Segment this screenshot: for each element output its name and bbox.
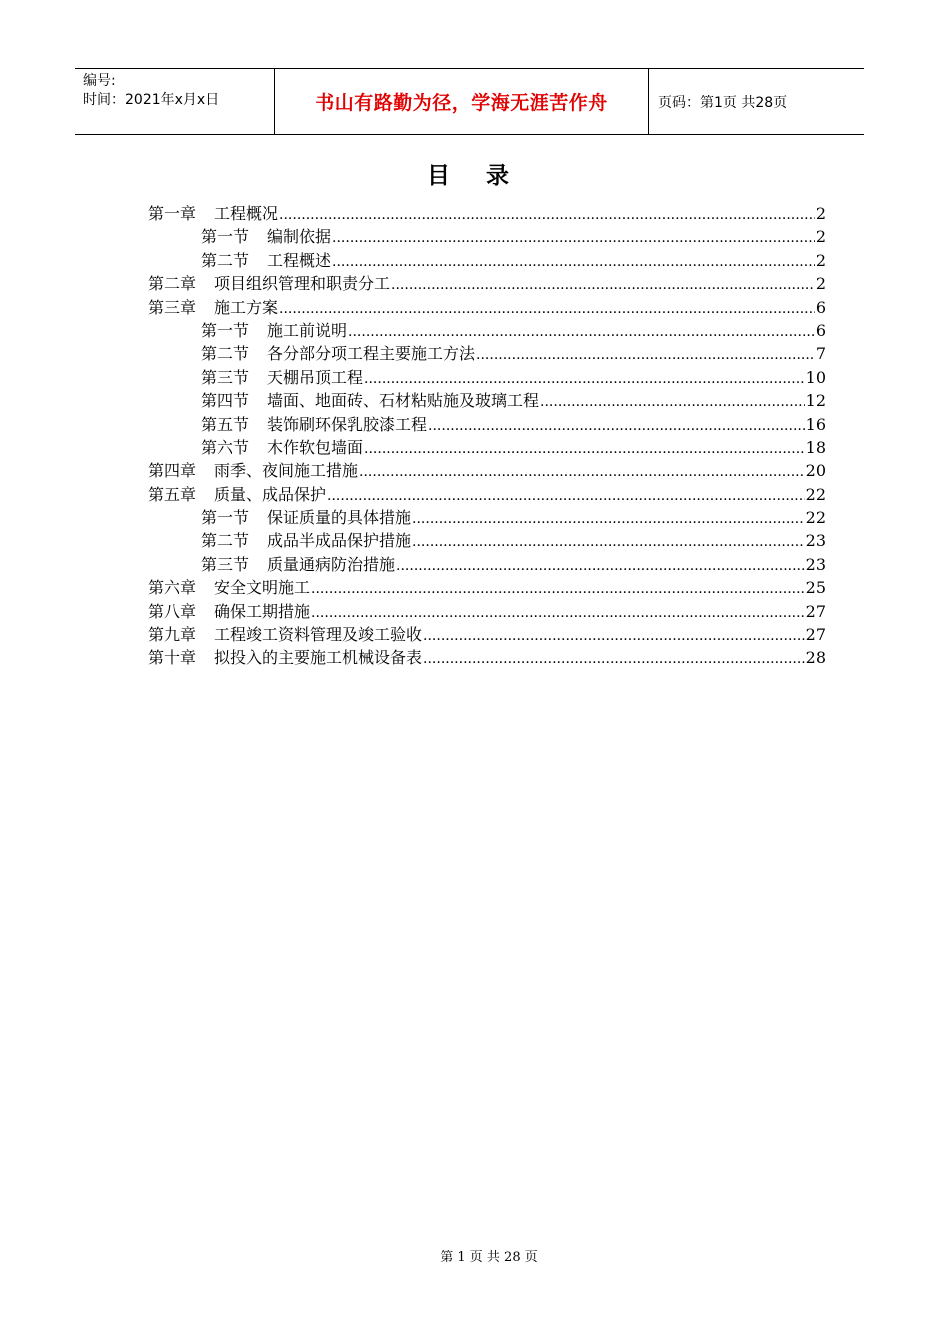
toc-entry-page: 10 [805,367,826,387]
toc-entry-number: 第二节 [201,531,250,551]
toc-entry-number: 第四章 [148,461,197,481]
toc-entry[interactable] [148,553,826,576]
toc-dot-leader [364,436,805,461]
toc-dot-leader [540,389,805,414]
toc-entry-page: 2 [815,204,826,223]
toc-entry-title: 天棚吊顶工程 [267,367,364,387]
header-page-label: 页码：第1页 共28页 [658,94,788,111]
toc-entry-number: 第二章 [148,274,197,294]
time-label: 时间：2021年x月x日 [83,92,220,108]
toc-entry-title: 工程概况 [214,204,279,223]
toc-entry[interactable] [148,576,826,599]
toc-entry[interactable] [148,225,826,248]
toc-entry[interactable] [148,319,826,342]
toc-entry-page: 23 [805,531,826,551]
toc-entry-title: 工程竣工资料管理及竣工验收 [214,625,423,645]
toc-entry[interactable] [148,366,826,389]
toc-entry-number: 第二节 [201,250,250,270]
toc-entry-number: 第三章 [148,297,197,317]
toc-entry-title: 成品半成品保护措施 [267,531,412,551]
toc-dot-leader [311,576,805,601]
toc-entry[interactable] [148,272,826,295]
toc-dot-leader [332,249,815,274]
toc-entry-number: 第六章 [148,578,197,598]
toc-dot-leader [311,600,805,625]
toc-entry[interactable] [148,529,826,552]
toc-entry-number: 第四节 [201,391,250,411]
toc-entry-title: 施工方案 [214,297,279,317]
toc-entry[interactable] [148,249,826,272]
table-of-contents [148,202,826,670]
toc-dot-leader [279,202,815,227]
toc-dot-leader [423,623,805,648]
toc-dot-leader [348,319,815,344]
toc-entry-page: 2 [815,274,826,294]
toc-entry-page: 23 [805,554,826,574]
toc-entry[interactable] [148,600,826,623]
page-header [75,68,864,135]
toc-entry-title: 拟投入的主要施工机械设备表 [214,648,423,668]
toc-entry-number: 第一节 [201,508,250,528]
toc-entry-page: 20 [805,461,826,481]
toc-entry-title: 木作软包墙面 [267,437,364,457]
toc-entry-number: 第二节 [201,344,250,364]
toc-dot-leader [359,459,805,484]
toc-entry[interactable] [148,202,826,225]
toc-entry-page: 2 [815,250,826,270]
toc-entry[interactable] [148,342,826,365]
toc-entry-page: 22 [805,484,826,504]
toc-dot-leader [279,296,815,321]
toc-entry-page: 28 [805,648,826,668]
toc-entry-number: 第一章 [148,204,197,223]
toc-dot-leader [412,506,805,531]
toc-entry-number: 第三节 [201,367,250,387]
toc-entry-page: 25 [805,578,826,598]
toc-dot-leader [428,413,805,438]
toc-entry[interactable] [148,623,826,646]
header-motto: 书山有路勤为径，学海无涯苦作舟 [275,69,649,134]
toc-entry-page: 27 [805,625,826,645]
toc-entry[interactable] [148,506,826,529]
toc-entry-number: 第五节 [201,414,250,434]
toc-entry-number: 第十章 [148,648,197,668]
toc-entry-title: 质量通病防治措施 [267,554,396,574]
toc-entry-page: 16 [805,414,826,434]
toc-entry-page: 6 [815,320,826,340]
toc-entry-number: 第一节 [201,227,250,247]
toc-entry-title: 工程概述 [267,250,332,270]
toc-entry-number: 第三节 [201,554,250,574]
toc-dot-leader [423,646,805,671]
toc-entry[interactable] [148,296,826,319]
toc-entry-page: 27 [805,601,826,621]
header-meta [75,69,275,134]
toc-entry-title: 确保工期措施 [214,601,311,621]
toc-entry-title: 项目组织管理和职责分工 [214,274,391,294]
toc-dot-leader [364,366,805,391]
toc-entry-title: 保证质量的具体措施 [267,508,412,528]
toc-entry[interactable] [148,436,826,459]
toc-entry[interactable] [148,389,826,412]
toc-dot-leader [396,553,805,578]
toc-dot-leader [391,272,815,297]
toc-entry-number: 第八章 [148,601,197,621]
toc-dot-leader [332,225,815,250]
toc-entry-number: 第九章 [148,625,197,645]
toc-entry[interactable] [148,459,826,482]
toc-dot-leader [412,529,805,554]
toc-entry-title: 墙面、地面砖、石材粘贴施及玻璃工程 [267,391,540,411]
toc-entry[interactable] [148,483,826,506]
toc-dot-leader [327,483,805,508]
toc-entry-number: 第五章 [148,484,197,504]
toc-entry-title: 雨季、夜间施工措施 [214,461,359,481]
toc-entry[interactable] [148,646,826,669]
toc-entry-page: 2 [815,227,826,247]
toc-entry-title: 编制依据 [267,227,332,247]
toc-entry-title: 质量、成品保护 [214,484,327,504]
toc-entry-title: 施工前说明 [267,320,348,340]
toc-entry-page: 7 [815,344,826,364]
page-footer: 第 1 页 共 28 页 [440,1250,538,1265]
toc-entry[interactable] [148,413,826,436]
toc-entry-number: 第六节 [201,437,250,457]
toc-dot-leader [476,342,815,367]
toc-entry-page: 6 [815,297,826,317]
serial-label: 编号: [83,73,116,89]
toc-entry-page: 12 [805,391,826,411]
toc-entry-page: 22 [805,508,826,528]
toc-entry-title: 各分部分项工程主要施工方法 [267,344,476,364]
toc-title: 目 录 [426,163,523,189]
toc-entry-title: 安全文明施工 [214,578,311,598]
toc-entry-number: 第一节 [201,320,250,340]
toc-entry-page: 18 [805,437,826,457]
toc-entry-title: 装饰刷环保乳胶漆工程 [267,414,428,434]
